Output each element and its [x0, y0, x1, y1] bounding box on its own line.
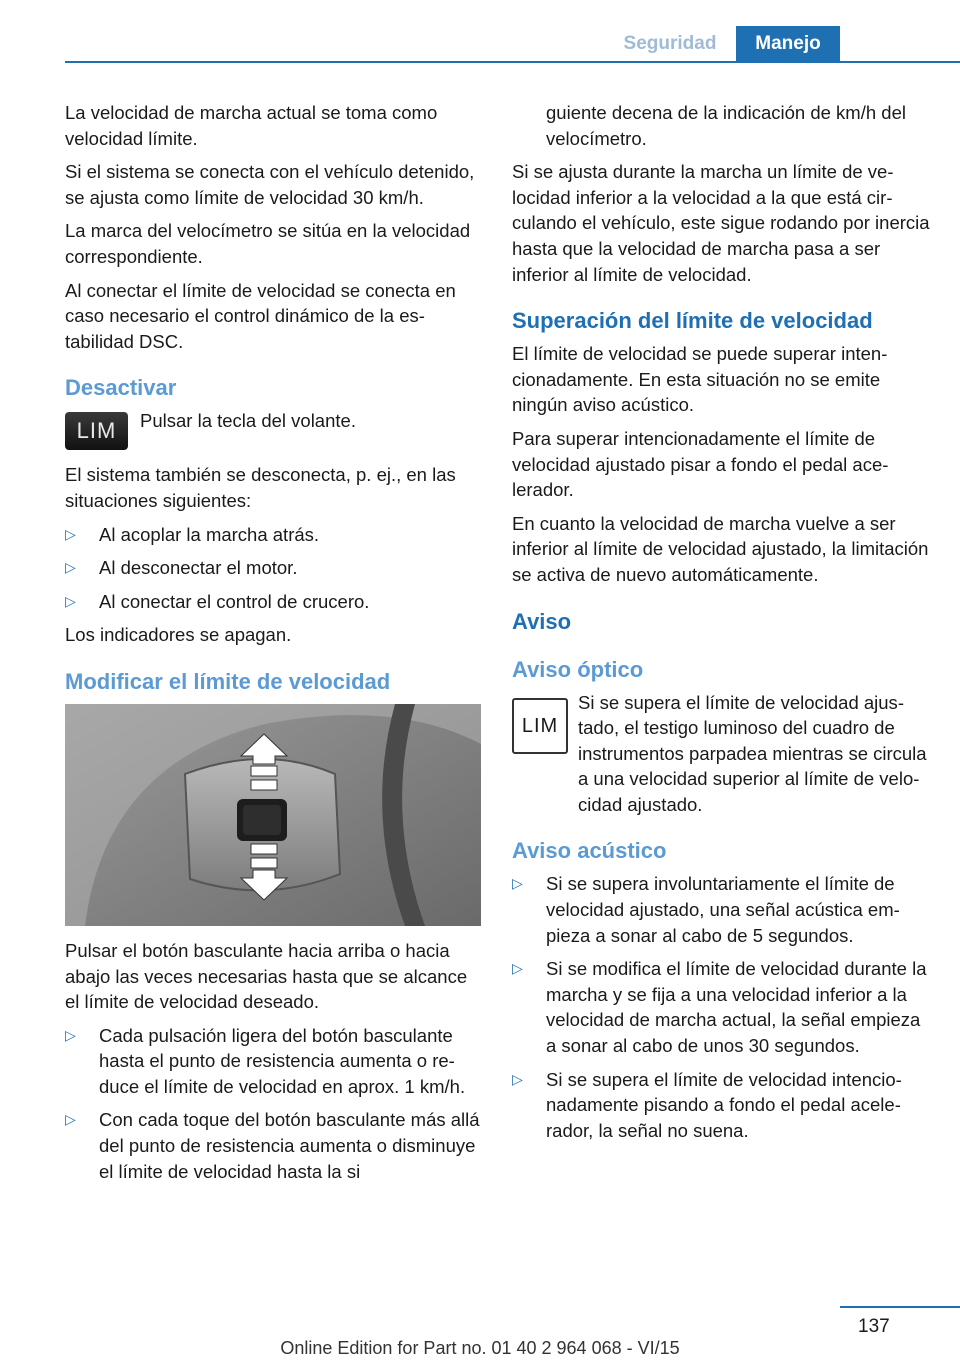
- list-item: [65, 589, 483, 615]
- paragraph: Si se ajusta durante la marcha un límite de velocidad inferior a la velocidad a la que está circulando el vehículo, este sigue rodando por inercia hasta que la velocidad de marcha pasa a ser inferior al límite de velocidad.: [512, 161, 930, 285]
- triangle-bullet-icon: ▷: [512, 960, 523, 977]
- list-item-text: Con cada toque del botón basculante más allá del punto de resistencia aumenta o disminuye el límite de velocidad hasta la si: [99, 1109, 480, 1182]
- tab-manejo[interactable]: Manejo: [736, 26, 840, 63]
- steering-wheel-rocker-photo: [65, 704, 481, 926]
- triangle-bullet-icon: ▷: [65, 592, 76, 609]
- bullet-list: [65, 1023, 483, 1185]
- triangle-bullet-icon: ▷: [512, 1070, 523, 1087]
- heading-aviso-acustico: Aviso acústico: [512, 838, 667, 864]
- list-item-text: Al conectar el control de crucero.: [99, 590, 370, 612]
- list-item-text: Al desconectar el motor.: [99, 557, 298, 579]
- bullet-list: [65, 522, 483, 615]
- list-item: [65, 1023, 483, 1100]
- heading-superacion: Superación del límite de velocidad: [512, 308, 873, 334]
- paragraph: La velocidad de marcha actual se toma como velocidad límite.: [65, 102, 438, 149]
- triangle-bullet-icon: ▷: [512, 875, 523, 892]
- tab-seguridad[interactable]: Seguridad: [623, 33, 717, 54]
- triangle-bullet-icon: ▷: [65, 559, 76, 576]
- footer-rule: [840, 1306, 960, 1308]
- paragraph: Pulsar el botón basculante hacia arriba o hacia abajo las veces necesarias hasta que se alcance el límite de velocidad deseado.: [65, 939, 468, 1013]
- list-item-text: Si se supera el límite de velocidad intencionadamente pisando a fondo el pedal acelerador, la señal no suena.: [546, 1068, 902, 1141]
- triangle-bullet-icon: ▷: [65, 1026, 76, 1043]
- paragraph: Al conectar el límite de velocidad se conecta en caso necesario el control dinámico de la estabilidad DSC.: [65, 279, 456, 352]
- paragraph: En cuanto la velocidad de marcha vuelve a ser inferior al límite de velocidad ajustado, la limitación se activa de nuevo automáticamente.: [512, 512, 929, 585]
- paragraph: Los indicadores se apagan.: [65, 624, 292, 646]
- right-column: [512, 100, 930, 1151]
- continued-text: guiente decena de la indicación de km/h del velocímetro.: [546, 102, 906, 149]
- list-item: [65, 555, 483, 581]
- lim-button-icon: LIM: [65, 412, 128, 450]
- list-item-text: Al acoplar la marcha atrás.: [99, 523, 320, 545]
- edition-footer: Online Edition for Part no. 01 40 2 964 068 - VI/15: [280, 1338, 680, 1358]
- list-item: [512, 871, 930, 948]
- aviso-optico-row: [512, 690, 930, 818]
- list-item-text: Si se modifica el límite de velocidad durante la marcha y se fija a una velocidad inferior a la velocidad de marcha actual, la señal empieza a sonar al cabo de unos 30 segundos.: [546, 958, 927, 1057]
- heading-desactivar: Desactivar: [65, 375, 177, 401]
- desactivar-row: [65, 408, 483, 454]
- triangle-bullet-icon: ▷: [65, 1111, 76, 1128]
- triangle-bullet-icon: ▷: [65, 525, 76, 542]
- paragraph: El límite de velocidad se puede superar intencionadamente. En esta situación no se emite ningún aviso acústico.: [512, 343, 888, 416]
- paragraph: Para superar intencionadamente el límite de velocidad ajustado pisar a fondo el pedal acelerador.: [512, 427, 889, 501]
- bullet-list: [512, 871, 930, 1143]
- paragraph: El sistema también se desconecta, p. ej., en las situaciones siguientes:: [65, 464, 456, 511]
- heading-aviso-optico: Aviso óptico: [512, 656, 644, 682]
- paragraph: Si el sistema se conecta con el vehículo detenido, se ajusta como límite de velocidad 30 km/h.: [65, 161, 475, 208]
- aviso-optico-text: Si se supera el límite de velocidad ajustado, el testigo luminoso del cuadro de instrumentos parpadea mientras se circula a una velocidad superior al límite de velocidad ajustado.: [578, 691, 927, 815]
- paragraph: La marca del velocímetro se sitúa en la velocidad correspondiente.: [65, 220, 471, 267]
- list-item-text: Si se supera involuntariamente el límite de velocidad ajustado, una señal acústica empieza a sonar al cabo de 5 segundos.: [546, 873, 900, 946]
- page-number: 137: [858, 1316, 890, 1337]
- heading-aviso: Aviso: [512, 608, 572, 634]
- left-column: [65, 100, 483, 1192]
- list-item: [512, 956, 930, 1058]
- list-item: [65, 522, 483, 548]
- list-item: [65, 1107, 483, 1184]
- list-item: [512, 1067, 930, 1144]
- list-item-text: Cada pulsación ligera del botón basculante hasta el punto de resistencia aumenta o reduce el límite de velocidad en aprox. 1 km/h.: [99, 1024, 466, 1097]
- lim-indicator-icon: LIM: [512, 698, 568, 754]
- desactivar-text: Pulsar la tecla del volante.: [140, 410, 356, 432]
- heading-modificar: Modificar el límite de velocidad: [65, 668, 391, 694]
